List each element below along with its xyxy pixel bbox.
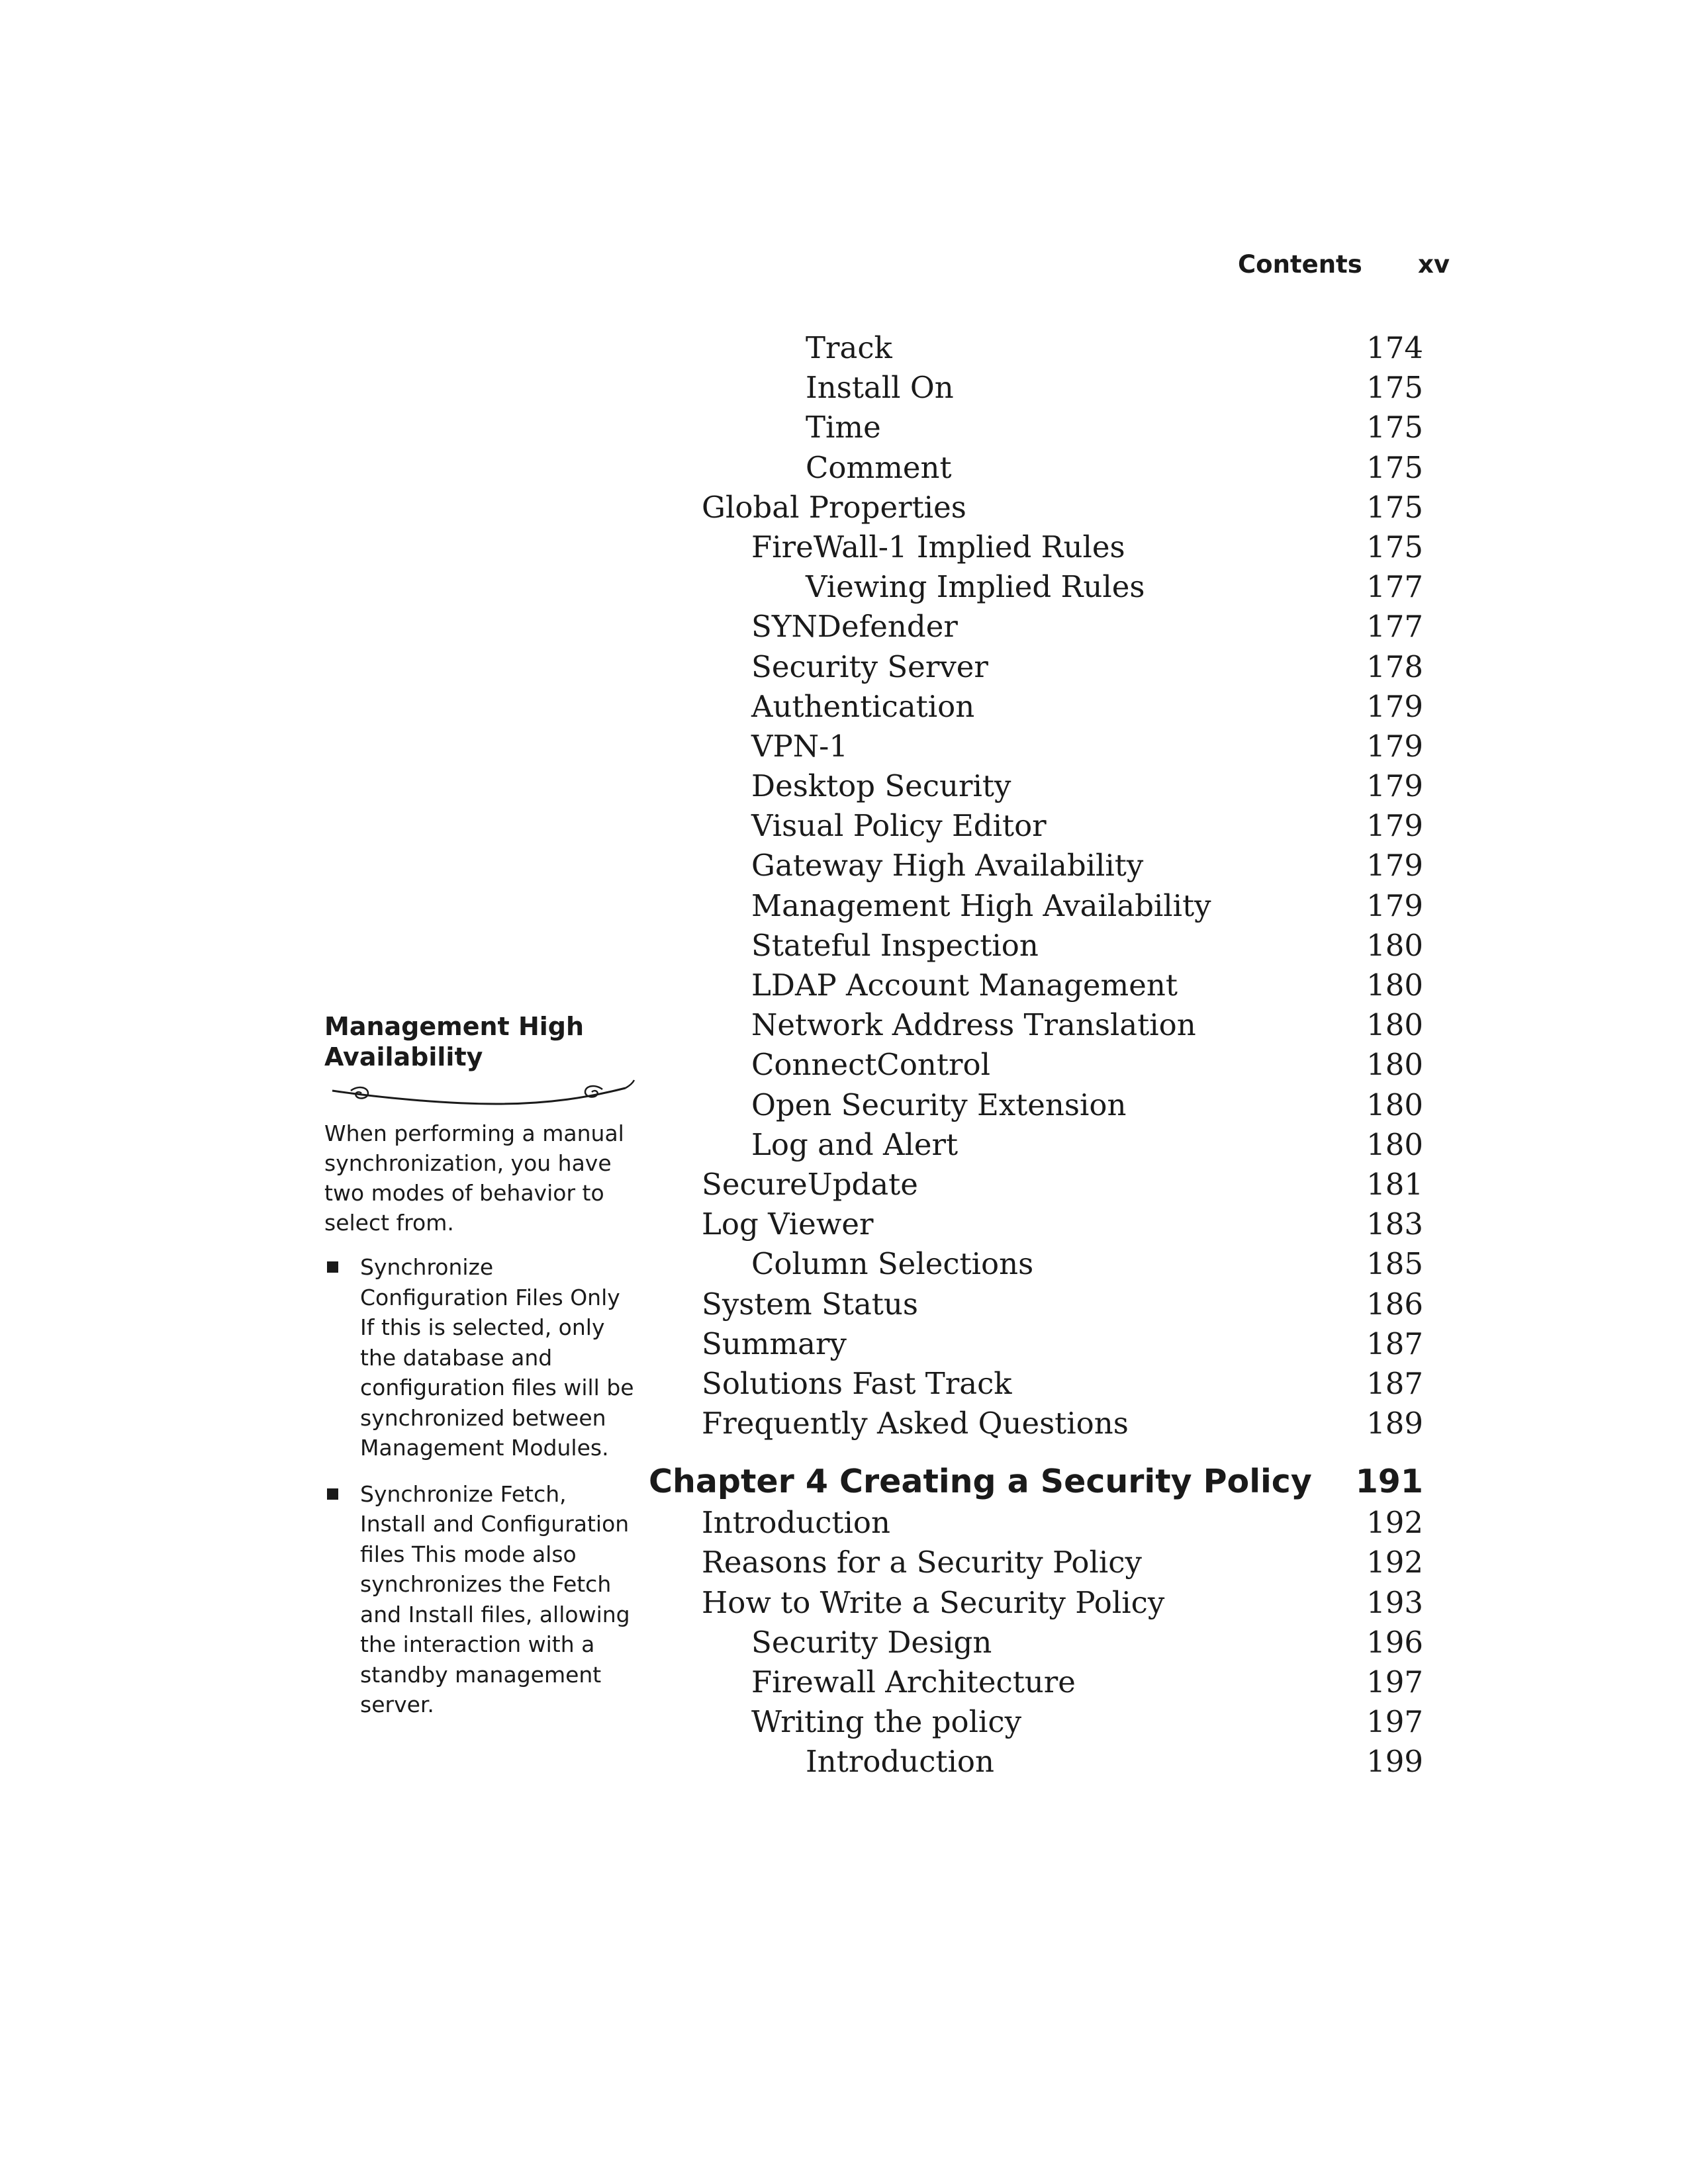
toc-entry-title: FireWall-1 Implied Rules [751,529,1125,565]
toc-entry-title: LDAP Account Management [751,968,1178,1003]
toc-row [702,488,1436,527]
toc-row [702,1005,1436,1045]
sidebar-list-item-text: Synchronize Configuration Files Only If this is selected, only the database and configuration files will be synchronized between Management Modules. [360,1254,634,1461]
sidebar-title: Management High Availability [324,1012,585,1071]
toc-entry-page: 192 [1366,1505,1423,1541]
toc-entry-title: Security Design [751,1624,992,1660]
toc-row [702,1623,1436,1662]
running-head [1238,250,1450,283]
toc-row [702,328,1436,368]
toc-entry-page: 196 [1366,1624,1423,1660]
sidebar-list-item [324,1252,635,1463]
sidebar-intro: When performing a manual synchronization, you have two modes of behavior to select from. [324,1120,624,1236]
toc-row [702,1045,1436,1085]
toc-entry-page: 178 [1366,649,1423,684]
toc-entry-title: System Status [702,1286,918,1322]
toc-entry-page: 174 [1366,330,1423,365]
toc-entry-page: 180 [1366,968,1423,1003]
toc-entry-page: 180 [1366,927,1423,963]
toc-row [702,1662,1436,1702]
toc-entry-title: Visual Policy Editor [751,808,1047,844]
toc-entry-title: How to Write a Security Policy [702,1584,1165,1620]
toc-row [702,1085,1436,1125]
toc-entry-page: 187 [1366,1365,1423,1401]
toc-entry-page: 177 [1366,569,1423,605]
toc-entry-page: 185 [1366,1246,1423,1282]
running-head-title: Contents [1238,250,1362,279]
toc-entry-title: SecureUpdate [702,1166,918,1202]
toc-entry-page: 175 [1366,370,1423,406]
toc-entry-page: 199 [1366,1744,1423,1780]
toc-entry-title: Introduction [806,1744,994,1780]
toc-entry-page: 175 [1366,529,1423,565]
toc-entry-title: Management High Availability [751,887,1211,923]
toc-row [702,966,1436,1005]
toc-entry-title: Time [806,410,881,445]
toc-entry-title: Install On [806,370,954,406]
toc-row [702,1702,1436,1742]
toc-row [702,846,1436,886]
toc-entry-page: 180 [1366,1007,1423,1043]
toc-entry-page: 197 [1366,1664,1423,1700]
toc-entry-page: 175 [1366,489,1423,525]
toc-entry-title: Firewall Architecture [751,1664,1076,1700]
toc-entry-title: Introduction [702,1505,890,1541]
toc-entry-page: 177 [1366,609,1423,645]
toc-entry-title: Security Server [751,649,988,684]
toc-row [702,1364,1436,1404]
toc-entry-page: 179 [1366,728,1423,764]
square-bullet-icon [327,1488,338,1500]
toc-entry-title: SYNDefender [751,609,958,645]
toc-row [702,1543,1436,1582]
toc-entry-title: Solutions Fast Track [702,1365,1012,1401]
toc-entry-title: Gateway High Availability [751,848,1144,884]
toc-entry-page: 197 [1366,1704,1423,1740]
toc-row [702,408,1436,447]
toc-entry-page: 192 [1366,1545,1423,1580]
toc-row [702,1285,1436,1324]
toc-entry-title: Log Viewer [702,1206,874,1242]
toc-row [702,1404,1436,1443]
toc-entry-title: Viewing Implied Rules [806,569,1145,605]
toc-entry-page: 181 [1366,1166,1423,1202]
toc-row [702,1324,1436,1364]
toc-entry-title: Desktop Security [751,768,1011,804]
toc-entry-page: 180 [1366,1087,1423,1122]
toc-entry-page: 175 [1366,449,1423,485]
toc-entry-page: 179 [1366,887,1423,923]
toc-entry-page: 180 [1366,1047,1423,1083]
toc-entry-page: 186 [1366,1286,1423,1322]
toc-row [702,727,1436,766]
toc-entry-page: 175 [1366,410,1423,445]
sidebar-note [324,1011,635,1736]
toc-row [702,448,1436,488]
toc-entry-title: Comment [806,449,952,485]
toc-entry-page: 179 [1366,848,1423,884]
toc-entry-page: 183 [1366,1206,1423,1242]
toc-entry-title: Frequently Asked Questions [702,1406,1129,1441]
toc-entry-title: Open Security Extension [751,1087,1127,1122]
toc-entry-title: Writing the policy [751,1704,1022,1740]
toc-entry-title: VPN-1 [751,728,848,764]
toc-row [702,886,1436,926]
table-of-contents [649,328,1436,1782]
toc-entry-page: 191 [1355,1463,1423,1501]
toc-row [702,926,1436,966]
toc-row [702,607,1436,647]
toc-entry-title: Column Selections [751,1246,1034,1282]
toc-row [702,647,1436,687]
toc-row [702,527,1436,567]
toc-entry-title: Stateful Inspection [751,927,1039,963]
toc-row [702,567,1436,607]
toc-entry-title: Chapter 4 Creating a Security Policy [649,1463,1312,1501]
toc-entry-title: Log and Alert [751,1126,959,1162]
toc-row [702,1205,1436,1244]
sidebar-list [324,1252,635,1720]
toc-row [702,1503,1436,1543]
toc-row [702,766,1436,806]
toc-entry-title: Network Address Translation [751,1007,1196,1043]
toc-entry-page: 179 [1366,688,1423,724]
toc-entry-page: 180 [1366,1126,1423,1162]
toc-entry-title: Track [806,330,892,365]
toc-row [702,1742,1436,1782]
toc-entry-title: Global Properties [702,489,966,525]
swirl-divider-icon [324,1077,635,1111]
sidebar-list-item [324,1479,635,1720]
sidebar-list-item-text: Synchronize Fetch, Install and Configuration files This mode also synchronizes the Fetch and Install files, allowing the interaction with a standby management server. [360,1480,630,1717]
toc-row [702,1244,1436,1284]
toc-entry-title: ConnectControl [751,1047,990,1083]
toc-row [702,1583,1436,1623]
toc-entry-title: Authentication [751,688,975,724]
toc-row [702,1165,1436,1205]
toc-chapter-row [649,1461,1436,1503]
toc-row [702,368,1436,408]
toc-entry-page: 179 [1366,808,1423,844]
toc-entry-page: 193 [1366,1584,1423,1620]
toc-row [702,806,1436,846]
page-number: xv [1418,250,1450,279]
toc-entry-page: 187 [1366,1326,1423,1361]
square-bullet-icon [327,1261,338,1273]
toc-entry-title: Reasons for a Security Policy [702,1545,1142,1580]
toc-entry-page: 189 [1366,1406,1423,1441]
toc-entry-title: Summary [702,1326,847,1361]
toc-entry-page: 179 [1366,768,1423,804]
toc-row [702,1125,1436,1165]
toc-row [702,687,1436,727]
